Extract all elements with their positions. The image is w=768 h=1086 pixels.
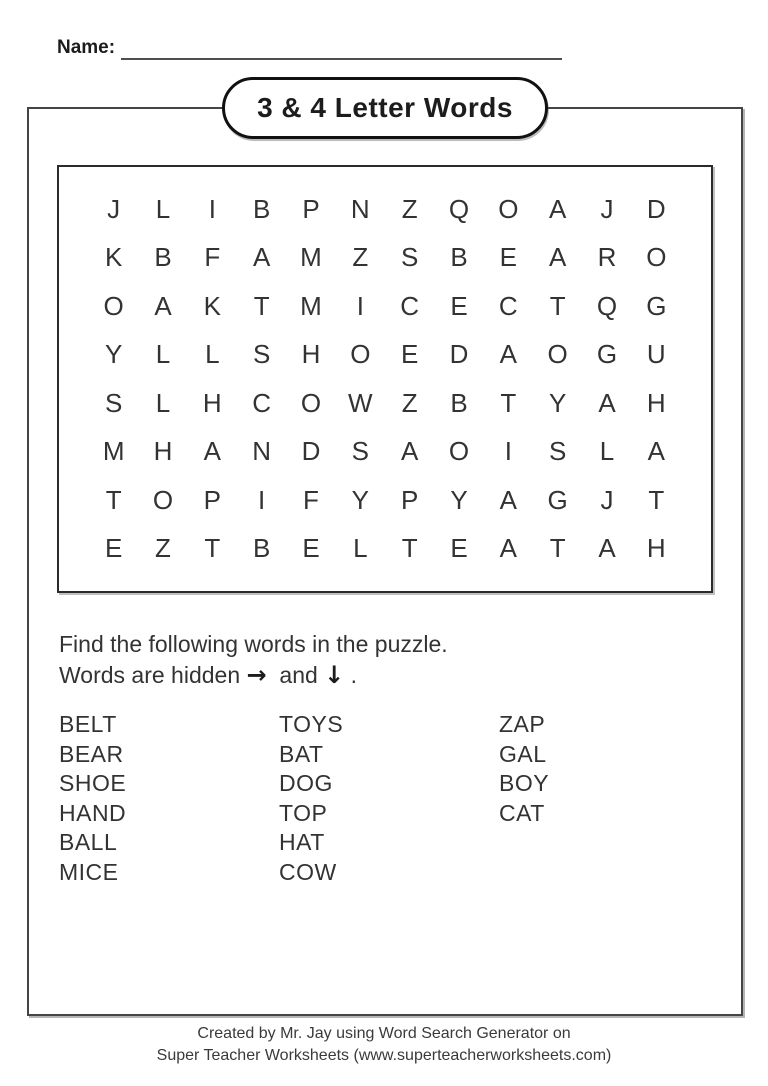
instructions-and-text: and [279,662,318,688]
word-item: BEAR [59,740,124,767]
instructions-line1: Find the following words in the puzzle. [59,631,448,657]
word-list [59,710,719,887]
footer-line1: Created by Mr. Jay using Word Search Generator on [197,1025,571,1042]
grid-letter-r1c4: B [252,193,271,224]
grid-letter-r6c10: S [548,436,567,467]
grid-letter-r6c7: A [400,436,419,467]
grid-letter-r6c6: S [351,436,369,467]
word-item: HAND [59,799,127,826]
grid-letter-r2c7: S [400,242,419,273]
word-item: TOP [279,799,328,826]
grid-letter-r1c7: Z [401,193,418,224]
grid-letter-r6c5: D [301,436,321,467]
grid-letter-r3c10: T [549,290,566,321]
puzzle-grid [57,165,713,593]
word-item: TOYS [279,711,344,737]
title-pill [222,77,548,139]
word-item: DOG [279,770,333,796]
grid-letter-r3c2: A [154,290,172,321]
word-item: COW [279,858,337,885]
grid-letter-r5c7: Z [401,387,418,418]
grid-letter-r7c8: Y [450,484,468,515]
grid-letter-r8c9: A [499,533,517,564]
down-arrow-icon: ↓ [324,661,345,689]
grid-letter-r1c9: O [498,193,519,224]
grid-letter-r4c2: L [155,339,171,370]
word-item: GAL [499,740,547,767]
word-item: BELT [59,711,117,737]
grid-letter-r8c7: T [401,533,418,564]
grid-letter-r5c5: O [300,387,322,418]
grid-letter-r8c11: A [598,533,616,564]
grid-letter-r1c11: J [600,193,614,224]
footer-line2: Super Teacher Worksheets (www.superteacherworksheets.com) [156,1047,612,1064]
grid-letter-r2c3: F [204,242,221,273]
word-list-column-1 [59,710,279,887]
grid-letter-r1c1: J [107,193,121,224]
instructions-line2 [59,660,448,691]
grid-letter-r3c8: E [450,290,468,321]
word-list-column-3 [499,710,719,887]
grid-letter-r5c11: A [598,387,616,418]
grid-letter-r8c5: E [302,533,320,564]
grid-letter-r7c3: P [203,484,221,515]
worksheet-border [27,92,743,1016]
grid-letter-r3c7: C [400,290,420,321]
grid-letter-r3c9: C [498,290,518,321]
grid-letter-r7c10: G [547,484,568,515]
grid-letter-r7c9: A [499,484,517,515]
grid-letter-r6c9: I [504,436,512,467]
grid-letter-r8c2: Z [155,533,171,564]
grid-letter-r1c12: D [646,193,666,224]
word-item: SHOE [59,770,127,796]
grid-letter-r4c10: O [547,339,568,370]
grid-letter-r7c5: F [303,484,319,515]
grid-letter-r8c1: E [104,533,123,564]
grid-letter-r7c6: Y [351,484,369,515]
word-item: ZAP [499,711,546,737]
grid-letter-r3c12: G [646,290,667,321]
word-item: BOY [499,770,550,796]
word-list-column-2 [279,710,499,887]
grid-letter-r8c8: E [450,533,468,564]
grid-letter-r8c3: T [204,533,221,564]
instructions [59,629,448,691]
grid-letter-r4c6: O [350,339,371,370]
grid-letter-r5c1: S [104,387,123,418]
grid-letter-r6c12: A [647,436,665,467]
footer-credit [0,1023,768,1067]
instructions-line2-prefix: Words are hidden [59,662,241,688]
grid-letter-r1c5: P [302,193,320,224]
grid-letter-r5c4: C [252,387,272,418]
word-item: MICE [59,858,119,885]
grid-letter-r4c4: S [252,339,271,370]
grid-letter-r6c8: O [448,436,470,467]
grid-letter-r4c9: A [499,339,517,370]
grid-letter-r6c2: H [153,436,173,467]
grid-letter-r4c7: E [400,339,419,370]
grid-letter-r4c11: G [596,339,618,370]
word-item: BAT [279,740,324,767]
grid-letter-r4c12: U [646,339,666,370]
grid-letter-r2c9: E [499,242,517,273]
grid-letter-r2c11: R [597,242,617,273]
grid-letter-r4c5: H [301,339,321,370]
grid-letter-r8c4: B [252,533,271,564]
grid-letter-r4c3: L [205,339,220,370]
grid-letter-r3c5: M [300,290,322,321]
word-item: CAT [499,799,545,826]
grid-letter-r7c1: T [105,484,122,515]
grid-letter-r1c8: Q [448,193,470,224]
grid-letter-r1c2: L [155,193,171,224]
grid-letter-r6c11: L [599,436,615,467]
grid-letter-r3c4: T [253,290,270,321]
grid-letter-r8c10: T [549,533,566,564]
grid-letter-r7c12: T [648,484,665,515]
grid-letter-r1c10: A [548,193,567,224]
instructions-period: . [350,662,358,688]
grid-letter-r2c10: A [548,242,567,273]
grid-letter-r3c3: K [203,290,221,321]
grid-letter-r2c6: Z [352,242,369,273]
grid-letter-r2c12: O [646,242,667,273]
grid-letter-r4c1: Y [104,339,123,370]
right-arrow-icon: → [246,661,267,689]
grid-letter-r5c12: H [646,387,666,418]
page-title: 3 & 4 Letter Words [257,92,513,123]
grid-letter-r5c6: W [348,387,373,418]
word-item: BALL [59,829,118,855]
grid-letter-r7c11: J [600,484,614,515]
grid-letter-r1c6: N [350,193,370,224]
grid-letter-r3c1: O [103,290,124,321]
grid-letter-r7c4: I [258,484,266,515]
grid-letter-r5c8: B [450,387,468,418]
grid-letter-r6c1: M [102,436,125,467]
grid-letter-r5c3: H [202,387,222,418]
word-item: HAT [279,829,325,855]
grid-letter-r2c8: B [450,242,468,273]
grid-letter-r7c2: O [152,484,174,515]
grid-letter-r7c7: P [400,484,419,515]
grid-letter-r1c3: I [208,193,216,224]
grid-letter-r6c4: N [252,436,272,467]
grid-letter-r2c2: B [154,242,172,273]
grid-letter-r3c6: I [356,290,364,321]
grid-letter-r2c4: A [252,242,271,273]
grid-letter-r8c12: H [646,533,666,564]
name-row [57,36,562,60]
grid-letter-r3c11: Q [596,290,618,321]
name-label: Name: [57,37,116,58]
grid-letter-r8c6: L [353,533,368,564]
grid-letter-r6c3: A [203,436,221,467]
grid-letter-r5c9: T [500,387,517,418]
grid-letter-r5c2: L [155,387,171,418]
grid-letter-r4c8: D [449,339,469,370]
grid-letter-r2c1: K [104,242,123,273]
name-fill-line [121,38,562,60]
grid-letter-r5c10: Y [548,387,567,418]
grid-letter-r2c5: M [300,242,322,273]
